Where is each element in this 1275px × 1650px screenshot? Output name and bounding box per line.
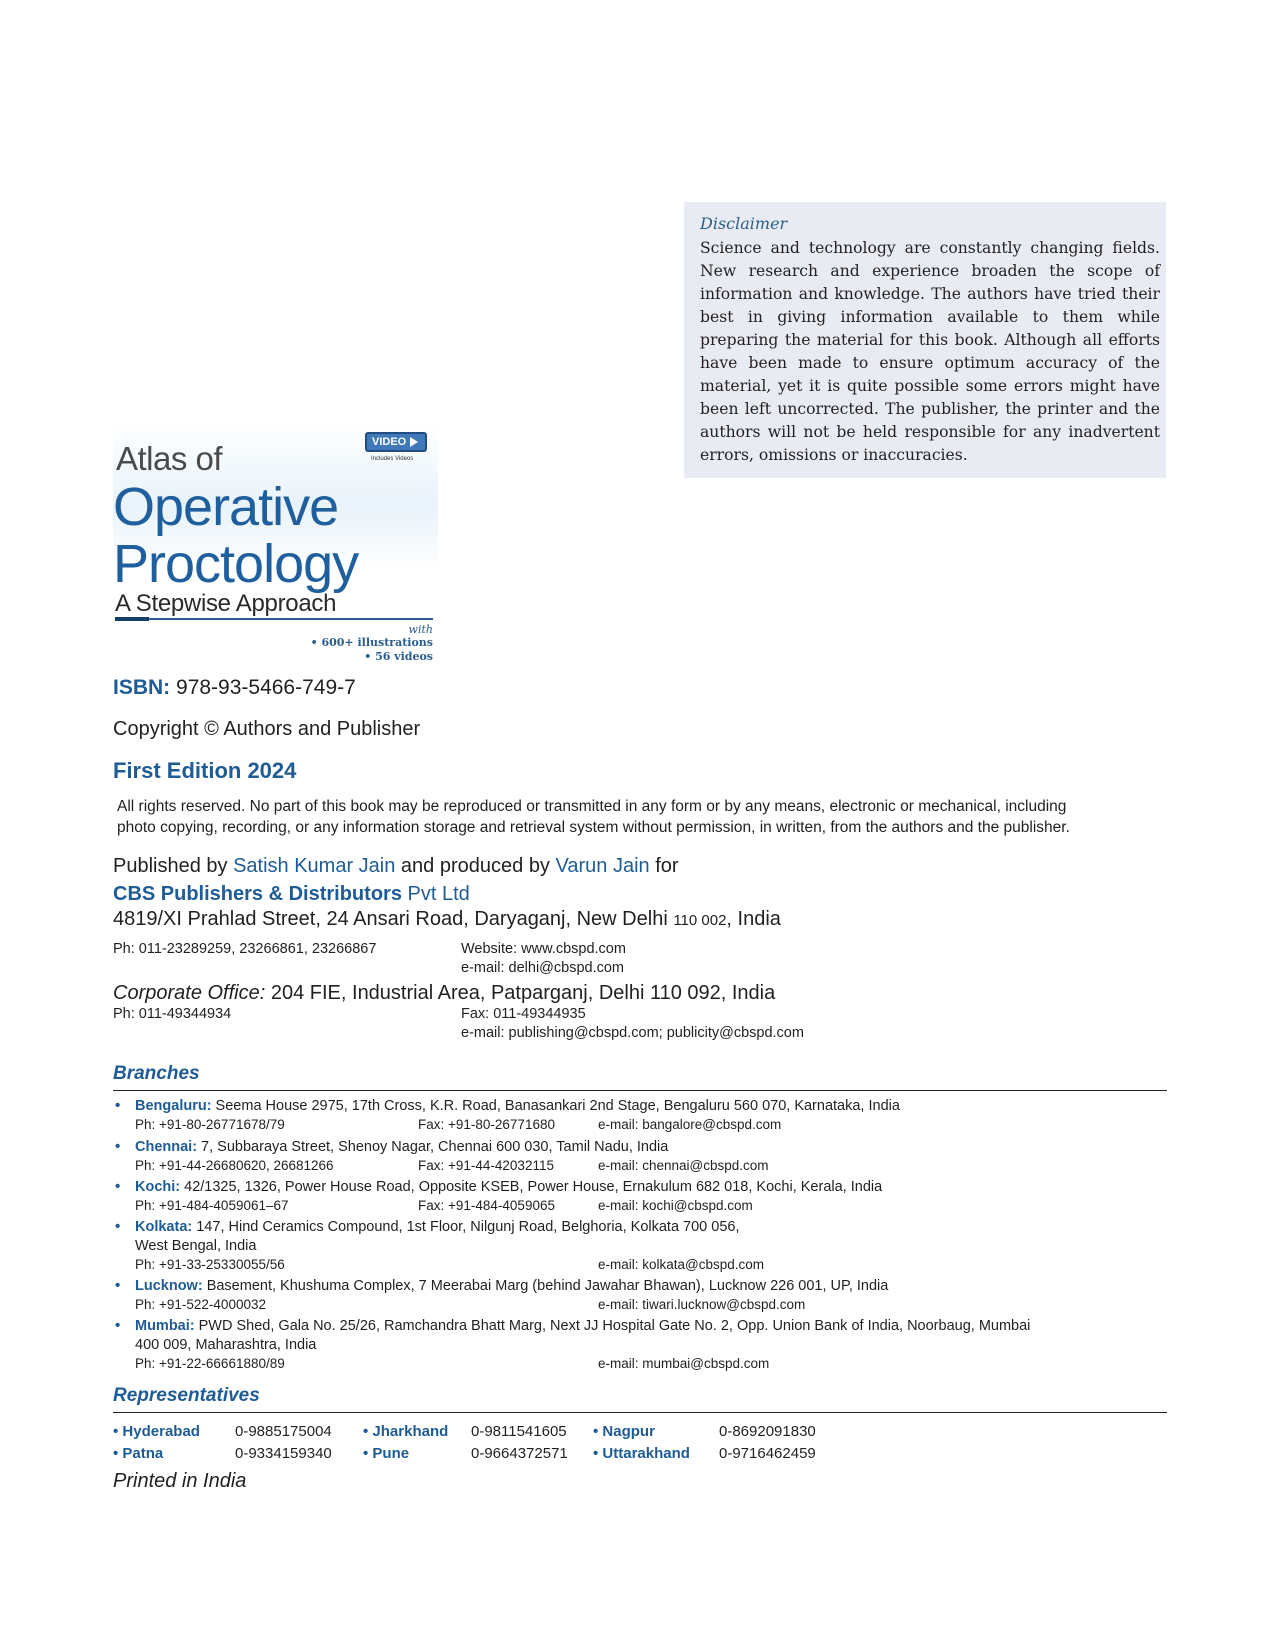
bullet: •	[115, 1317, 121, 1334]
branch-name: Mumbai:	[135, 1318, 195, 1334]
cover-with: with	[408, 623, 433, 636]
cover-rule-accent	[115, 617, 149, 621]
branch-phone: Ph: +91-22-66661880/89	[135, 1356, 285, 1371]
printed-in: Printed in India	[113, 1470, 247, 1492]
branch-address-text: 7, Subbaraya Street, Shenoy Nagar, Chennai 600 030, Tamil Nadu, India	[197, 1139, 669, 1155]
branch-phone: Ph: +91-522-4000032	[135, 1297, 266, 1312]
head-office-phone: Ph: 011-23289259, 23266861, 23266867	[113, 941, 377, 957]
branch-address	[135, 1138, 668, 1157]
isbn-label: ISBN:	[113, 676, 171, 699]
rep-phone: 0-9664372571	[471, 1445, 568, 1462]
rep-phone: 0-9334159340	[235, 1445, 332, 1462]
branch-name: Lucknow:	[135, 1278, 203, 1294]
rep-name: Patna	[122, 1445, 164, 1462]
branch-name: Bengaluru:	[135, 1098, 212, 1114]
branches-title: Branches	[113, 1063, 200, 1084]
isbn	[113, 676, 356, 700]
corporate-label: Corporate Office:	[113, 982, 266, 1004]
branch-email: e-mail: kochi@cbspd.com	[598, 1198, 753, 1213]
branch-phone: Ph: +91-33-25330055/56	[135, 1257, 285, 1272]
cover-title-proctology: Proctology	[113, 534, 359, 594]
bullet: •	[593, 1423, 603, 1440]
book-cover-thumbnail	[113, 420, 438, 665]
branch-name: Chennai:	[135, 1139, 198, 1155]
rep-name: Nagpur	[602, 1423, 655, 1440]
branch-item	[113, 1277, 1167, 1317]
rep-name: Uttarakhand	[602, 1445, 690, 1462]
branch-address-text: Seema House 2975, 17th Cross, K.R. Road, Banasankari 2nd Stage, Bengaluru 560 070, Karnataka, India	[211, 1098, 900, 1114]
rep-item	[363, 1445, 409, 1462]
cover-bullet-videos: • 56 videos	[364, 650, 433, 663]
published-suffix: for	[649, 855, 679, 877]
bullet: •	[115, 1277, 121, 1294]
head-office-address	[113, 908, 781, 931]
rep-item	[363, 1423, 448, 1440]
publisher-name: Satish Kumar Jain	[233, 855, 396, 877]
head-office-email: e-mail: delhi@cbspd.com	[461, 960, 625, 976]
branch-address	[135, 1097, 900, 1116]
branch-email: e-mail: tiwari.lucknow@cbspd.com	[598, 1297, 806, 1312]
bullet: •	[113, 1445, 123, 1462]
cover-title-operative: Operative	[113, 477, 339, 537]
copyright: Copyright © Authors and Publisher	[113, 718, 421, 740]
disclaimer-text	[700, 237, 1160, 467]
address-country: , India	[726, 908, 781, 930]
cover-rule	[115, 618, 433, 620]
published-prefix: Published by	[113, 855, 234, 877]
disclaimer-box	[684, 202, 1166, 478]
disclaimer-line: their best in giving information available to them while	[700, 285, 1160, 326]
branch-address-line2: 400 009, Maharashtra, India	[135, 1337, 317, 1353]
rep-name: Pune	[372, 1445, 410, 1462]
published-middle: and produced by	[395, 855, 556, 877]
rep-phone: 0-9811541605	[471, 1423, 567, 1440]
branch-item	[113, 1218, 1167, 1277]
rights-line: All rights reserved. No part of this book may be reproduced or transmitted in any form or by any means, electronic or mechanical, including	[117, 798, 1067, 815]
branches-list	[113, 1097, 1167, 1376]
published-by	[113, 855, 679, 878]
disclaimer-line: have been made to ensure optimum accuracy of the	[700, 354, 1160, 372]
branch-item	[113, 1097, 1167, 1138]
bullet: •	[363, 1445, 373, 1462]
website: Website: www.cbspd.com	[461, 941, 626, 957]
corporate-phone: Ph: 011-49344934	[113, 1006, 232, 1022]
rep-phone: 0-9885175004	[235, 1423, 332, 1440]
cover-subtitle: A Stepwise Approach	[115, 590, 337, 617]
disclaimer-line: New research and experience broaden the scope of	[700, 262, 1160, 280]
branch-email: e-mail: kolkata@cbspd.com	[598, 1257, 765, 1272]
disclaimer-line: preparing the material for this book. Although all efforts	[700, 331, 1160, 349]
corporate-email: e-mail: publishing@cbspd.com; publicity@cbspd.com	[461, 1025, 804, 1041]
branch-phone: Ph: +91-44-26680620, 26681266	[135, 1158, 334, 1173]
rep-name: Jharkhand	[372, 1423, 449, 1440]
disclaimer-line: Science and technology are constantly changing fields.	[700, 239, 1160, 257]
video-badge-label: VIDEO	[372, 436, 407, 448]
branch-item	[113, 1178, 1167, 1218]
branch-item	[113, 1138, 1167, 1178]
disclaimer-line: material, yet it is quite possible some errors might have	[700, 377, 1160, 395]
disclaimer-title: Disclaimer	[700, 214, 788, 233]
rep-item	[593, 1445, 690, 1462]
producer-name: Varun Jain	[555, 855, 650, 877]
edition: First Edition 2024	[113, 758, 297, 783]
branch-address-text: PWD Shed, Gala No. 25/26, Ramchandra Bhatt Marg, Next JJ Hospital Gate No. 2, Opp. Union Bank of India, Noorbaug, Mumbai	[194, 1318, 1031, 1334]
corporate-office	[113, 982, 775, 1005]
isbn-value: 978-93-5466-749-7	[176, 676, 356, 699]
branch-email: e-mail: bangalore@cbspd.com	[598, 1117, 782, 1132]
bullet: •	[115, 1097, 121, 1114]
rep-name: Hyderabad	[122, 1423, 200, 1440]
branch-item	[113, 1317, 1167, 1376]
rep-item	[113, 1445, 163, 1462]
disclaimer-line: errors, omissions or inaccuracies.	[700, 446, 968, 464]
cover-bullet-illustrations: • 600+ illustrations	[310, 636, 433, 649]
address-main: 4819/XI Prahlad Street, 24 Ansari Road, Daryaganj, New Delhi	[113, 908, 674, 930]
disclaimer-line: been left uncorrected. The publisher, the printer and the	[700, 400, 1160, 418]
corporate-fax: Fax: 011-49344935	[461, 1006, 586, 1022]
representatives-rule	[113, 1412, 1167, 1413]
disclaimer-line: authors will not be held responsible for any inadvertent	[700, 423, 1160, 441]
branch-fax: Fax: +91-484-4059065	[418, 1198, 555, 1213]
branch-phone: Ph: +91-484-4059061–67	[135, 1198, 289, 1213]
branch-address	[135, 1317, 1030, 1336]
bullet: •	[363, 1423, 373, 1440]
branch-address-text: 42/1325, 1326, Power House Road, Opposite KSEB, Power House, Ernakulum 682 018, Kochi, Kerala, India	[180, 1179, 883, 1195]
branch-address-line2: West Bengal, India	[135, 1238, 257, 1254]
play-icon	[410, 437, 418, 447]
branch-address	[135, 1277, 888, 1296]
branch-fax: Fax: +91-80-26771680	[418, 1117, 555, 1132]
representatives-title: Representatives	[113, 1385, 260, 1406]
bullet: •	[115, 1218, 121, 1235]
branch-email: e-mail: mumbai@cbspd.com	[598, 1356, 770, 1371]
cover-atlas-of: Atlas of	[116, 440, 223, 477]
branch-email: e-mail: chennai@cbspd.com	[598, 1158, 769, 1173]
company-name-rest: Pvt Ltd	[401, 883, 470, 905]
rights-line: photo copying, recording, or any information storage and retrieval system without permission, in written, from the authors and the publisher.	[117, 819, 1070, 836]
bullet: •	[593, 1445, 603, 1462]
video-badge-sub: Includes Videos	[371, 456, 414, 462]
bullet: •	[115, 1178, 121, 1195]
address-pin: 110 002	[673, 912, 727, 929]
bullet: •	[115, 1138, 121, 1155]
branch-address-text: Basement, Khushuma Complex, 7 Meerabai Marg (behind Jawahar Bhawan), Lucknow 226 001, UP, India	[202, 1278, 889, 1294]
rep-phone: 0-8692091830	[719, 1423, 816, 1440]
branch-address-text: 147, Hind Ceramics Compound, 1st Floor, Nilgunj Road, Belghoria, Kolkata 700 056,	[192, 1219, 740, 1235]
rights-notice	[117, 796, 1172, 838]
company-name	[113, 883, 470, 906]
corporate-address: 204 FIE, Industrial Area, Patparganj, Delhi 110 092, India	[265, 982, 776, 1004]
branch-name: Kolkata:	[135, 1219, 193, 1235]
company-name-bold: CBS Publishers & Distributors	[113, 883, 402, 905]
branch-address	[135, 1178, 882, 1197]
rep-item	[593, 1423, 655, 1440]
branch-name: Kochi:	[135, 1179, 181, 1195]
rep-phone: 0-9716462459	[719, 1445, 816, 1462]
branch-fax: Fax: +91-44-42032115	[418, 1158, 554, 1173]
branch-address	[135, 1218, 740, 1237]
bullet: •	[113, 1423, 123, 1440]
branch-phone: Ph: +91-80-26771678/79	[135, 1117, 285, 1132]
branches-rule	[113, 1090, 1167, 1091]
video-badge	[365, 432, 427, 452]
rep-item	[113, 1423, 200, 1440]
disclaimer-line: information and knowledge. The authors have tried	[700, 285, 1116, 303]
